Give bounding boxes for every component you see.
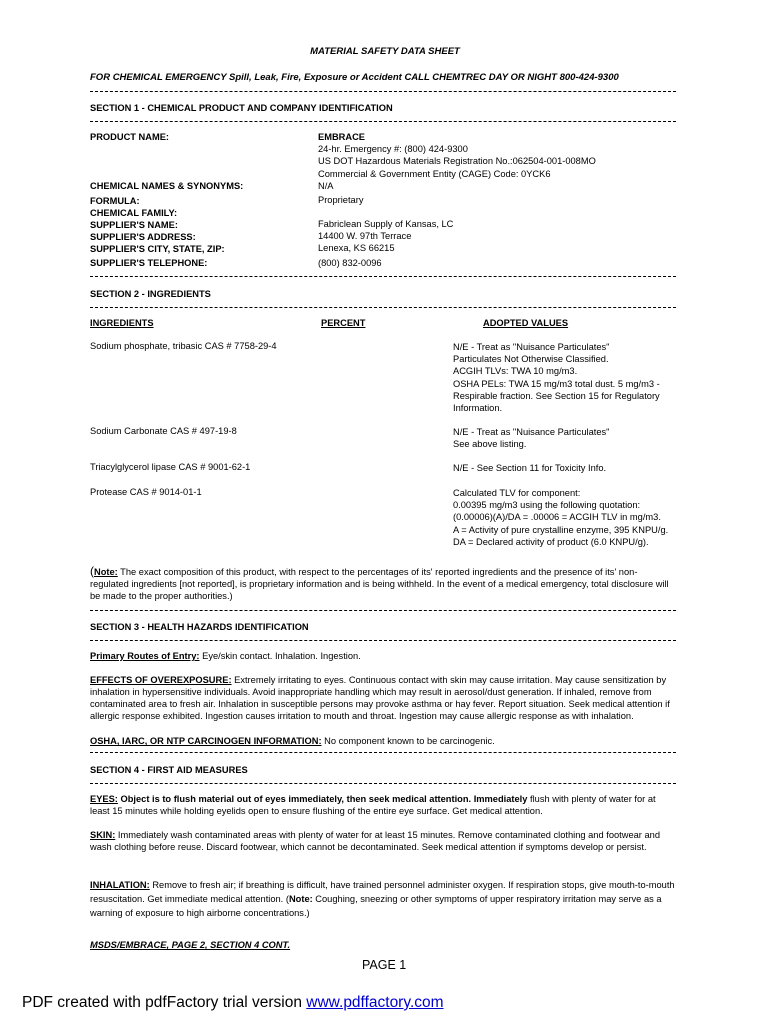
cage-code: Commercial & Government Entity (CAGE) Code: 0YCK6	[318, 168, 551, 179]
supplier-name-value: Fabriclean Supply of Kansas, LC	[318, 219, 454, 229]
supplier-address-value: 14400 W. 97th Terrace	[318, 231, 412, 241]
divider	[90, 752, 676, 753]
section-4-title: SECTION 4 - FIRST AID MEASURES	[90, 765, 248, 775]
section-1-title: SECTION 1 - CHEMICAL PRODUCT AND COMPANY IDENTIFICATION	[90, 103, 393, 113]
continuation-header: MSDS/EMBRACE, PAGE 2, SECTION 4 CONT.	[90, 940, 291, 950]
inhalation-note-text: Coughing, sneezing or other symptoms of upper respiratory irritation may serve as a warning of exposure to high airborne concentrations.)	[90, 894, 662, 918]
document-title: MATERIAL SAFETY DATA SHEET	[310, 46, 460, 57]
section-2-title: SECTION 2 - INGREDIENTS	[90, 289, 211, 299]
routes-label: Primary Routes of Entry:	[90, 651, 200, 661]
emergency-call-line: FOR CHEMICAL EMERGENCY Spill, Leak, Fire, Exposure or Accident CALL CHEMTREC DAY OR NIGHT 800-424-9300	[90, 72, 619, 83]
product-name-value: EMBRACE	[318, 132, 366, 142]
first-aid-eyes	[90, 793, 676, 817]
pdf-footer	[22, 994, 444, 1012]
inhalation-note-label: Note:	[288, 894, 313, 904]
column-header-adopted-values: ADOPTED VALUES	[483, 318, 569, 328]
value-line: DA = Declared activity of product (6.0 KNPU/g).	[453, 536, 649, 547]
inhalation-label: INHALATION:	[90, 880, 150, 890]
section-3-title: SECTION 3 - HEALTH HAZARDS IDENTIFICATION	[90, 622, 309, 632]
footer-text: PDF created with pdfFactory trial version	[22, 994, 307, 1011]
value-line: 0.00395 mg/m3 using the following quotation:	[453, 500, 641, 511]
value-line: N/E - See Section 11 for Toxicity Info.	[453, 463, 607, 473]
page-number: PAGE 1	[362, 958, 407, 972]
formula-value: Proprietary	[318, 195, 364, 205]
ingredient-values	[453, 341, 660, 414]
value-line: A = Activity of pure crystalline enzyme, 395 KNPU/g.	[453, 524, 669, 535]
value-line: OSHA PELs: TWA 15 mg/m3 total dust. 5 mg/m3 -	[453, 378, 660, 389]
value-line: Information.	[453, 403, 503, 414]
value-line: Calculated TLV for component:	[453, 488, 581, 498]
divider	[90, 783, 676, 784]
divider	[90, 91, 676, 92]
supplier-phone-value: (800) 832-0096	[318, 258, 382, 268]
divider	[90, 121, 676, 122]
chemical-names-label: CHEMICAL NAMES & SYNONYMS:	[90, 181, 244, 191]
eyes-text: flush with plenty of water for at least 15 minutes while holding eyelids open to ensure flushing of the entire eye surface. Get medical attention.	[90, 794, 656, 816]
value-line: N/E - Treat as "Nuisance Particulates"	[453, 427, 610, 437]
value-line: ACGIH TLVs: TWA 10 mg/m3.	[453, 366, 578, 377]
value-line: Particulates Not Otherwise Classified.	[453, 354, 609, 365]
effects-of-overexposure	[90, 674, 676, 722]
supplier-name-label: SUPPLIER'S NAME:	[90, 220, 178, 230]
pdffactory-link[interactable]: www.pdffactory.com	[306, 994, 444, 1011]
ingredient-values	[453, 426, 609, 450]
divider	[90, 610, 676, 611]
dot-registration: US DOT Hazardous Materials Registration No.:062504-001-008MO	[318, 156, 596, 167]
skin-text: Immediately wash contaminated areas with plenty of water for at least 15 minutes. Remove contaminated clothing and footwear and wash clothing before reuse. Discard footwear, which cannot be decontaminated. Seek medical attention if symptoms develop or persist.	[90, 830, 660, 852]
note-text: The exact composition of this product, with respect to the percentages of its' reported ingredients and the presence of its' non-regulated ingredients [not reported], is proprietary information and is being withheld. In the event of a medical emergency, total disclosure will be made to the proper authorities.)	[90, 567, 669, 601]
column-header-percent: PERCENT	[321, 318, 366, 328]
column-header-ingredients: INGREDIENTS	[90, 318, 154, 328]
first-aid-inhalation	[90, 878, 676, 920]
note-open-paren: (	[90, 564, 94, 578]
skin-label: SKIN:	[90, 830, 116, 840]
carcinogen-label: OSHA, IARC, OR NTP CARCINOGEN INFORMATION:	[90, 736, 322, 746]
carcinogen-info	[90, 735, 676, 747]
formula-label: FORMULA:	[90, 196, 140, 206]
note-label: Note:	[94, 567, 118, 577]
supplier-address-label: SUPPLIER'S ADDRESS:	[90, 232, 196, 242]
value-line: See above listing.	[453, 439, 527, 450]
carcinogen-text: No component known to be carcinogenic.	[321, 736, 495, 746]
supplier-phone-label: SUPPLIER'S TELEPHONE:	[90, 258, 208, 268]
first-aid-skin	[90, 829, 676, 853]
value-line: Respirable fraction. See Section 15 for Regulatory	[453, 390, 660, 401]
chemical-names-value: N/A	[318, 180, 334, 191]
eyes-emphasis: Object is to flush material out of eyes immediately, then seek medical attention. Immediately	[117, 794, 528, 804]
routes-text: Eye/skin contact. Inhalation. Ingestion.	[199, 651, 361, 661]
product-name-label: PRODUCT NAME:	[90, 132, 170, 142]
ingredient-name: Triacylglycerol lipase CAS # 9001-62-1	[90, 462, 251, 472]
emergency-phone: 24-hr. Emergency #: (800) 424-9300	[318, 144, 468, 155]
chemical-family-label: CHEMICAL FAMILY:	[90, 208, 178, 218]
divider	[90, 276, 676, 277]
divider	[90, 640, 676, 641]
composition-note	[90, 565, 676, 602]
ingredient-name: Sodium phosphate, tribasic CAS # 7758-29-4	[90, 341, 277, 351]
supplier-city-value: Lenexa, KS 66215	[318, 243, 395, 253]
divider	[90, 307, 676, 308]
effects-text: Extremely irritating to eyes. Continuous contact with skin may cause irritation. May cause sensitization by inhalation in hypersensitive individuals. Avoid inappropriate handling which may result in aerosol/dust generation. If inhaled, remove from contaminated area to fresh air. Inhalation in susceptible persons may provoke asthma or hay fever. Report situation. Seek medical attention if allergic response exhibited. Ingestion causes irritation to mouth and throat. Ingestion may cause allergic response as with inhalation.	[90, 675, 670, 721]
primary-routes	[90, 650, 676, 662]
supplier-city-label: SUPPLIER'S CITY, STATE, ZIP:	[90, 244, 225, 254]
value-line: (0.00006)(A)/DA = .00006 = ACGIH TLV in mg/m3.	[453, 512, 661, 523]
ingredient-name: Sodium Carbonate CAS # 497-19-8	[90, 426, 237, 436]
ingredient-name: Protease CAS # 9014-01-1	[90, 487, 202, 497]
eyes-label: EYES:	[90, 794, 118, 804]
value-line: N/E - Treat as "Nuisance Particulates"	[453, 342, 610, 352]
effects-label: EFFECTS OF OVEREXPOSURE:	[90, 675, 232, 685]
ingredient-values	[453, 487, 668, 548]
ingredient-values	[453, 462, 606, 474]
inhalation-text: Remove to fresh air; if breathing is difficult, have trained personnel administer oxygen. If respiration stops, give mouth-to-mouth resuscitation. Get immediate medical attention. (	[90, 880, 675, 904]
product-info-block	[318, 131, 596, 192]
